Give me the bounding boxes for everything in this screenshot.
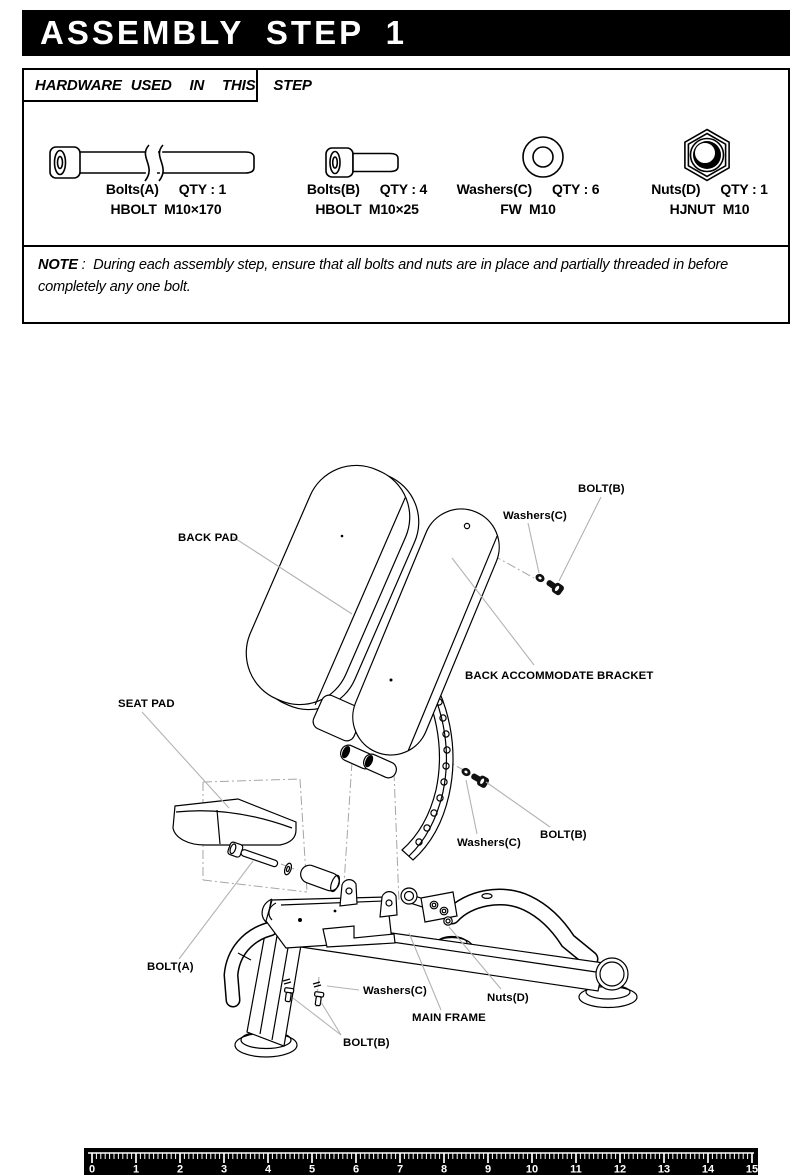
page-title: ASSEMBLY STEP 1 xyxy=(40,14,408,51)
nut-d-on-frame xyxy=(444,917,452,925)
label-bolt-b-bottom: BOLT(B) xyxy=(343,1037,390,1049)
ruler-number-3: 3 xyxy=(220,1163,228,1175)
bolt-b-label xyxy=(297,182,437,217)
ruler-number-1: 1 xyxy=(132,1163,140,1175)
ruler-number-10: 10 xyxy=(525,1163,539,1175)
small-hardware-bottom xyxy=(283,979,324,1006)
note-divider xyxy=(24,245,788,247)
long-bolt-icon xyxy=(48,144,260,182)
ruler-number-8: 8 xyxy=(440,1163,448,1175)
washer-spec: FW M10 xyxy=(500,201,556,217)
ruler-number-7: 7 xyxy=(396,1163,404,1175)
bolt-b-name: Bolts(B) xyxy=(306,181,360,197)
label-bolt-b-mid: BOLT(B) xyxy=(540,829,587,841)
ruler-number-11: 11 xyxy=(570,1163,582,1175)
washer-c-top-icon xyxy=(535,573,546,583)
label-washers-c-mid: Washers(C) xyxy=(457,837,521,849)
ruler-number-12: 12 xyxy=(613,1163,627,1175)
washer-icon xyxy=(520,134,566,180)
washer-c-mid-icon xyxy=(461,767,472,777)
nut-label xyxy=(632,182,787,217)
label-washers-c-bottom: Washers(C) xyxy=(363,985,427,997)
nut-spec: HJNUT M10 xyxy=(669,201,750,217)
hardware-box xyxy=(22,68,790,324)
washer-name: Washers(C) xyxy=(456,181,532,197)
label-bolt-a: BOLT(A) xyxy=(147,961,194,973)
spacer-tube xyxy=(298,863,342,894)
nut-name: Nuts(D) xyxy=(651,181,701,197)
hardware-box-title xyxy=(22,68,312,102)
bolt-a-qty: QTY : 1 xyxy=(178,181,227,197)
seat-pad-shape xyxy=(173,799,296,845)
nut-qty: QTY : 1 xyxy=(720,181,768,197)
ruler-number-0: 0 xyxy=(88,1163,96,1175)
label-seat-pad: SEAT PAD xyxy=(118,698,175,710)
label-washers-c-top: Washers(C) xyxy=(503,510,567,522)
nut-icon xyxy=(680,128,734,182)
bolt-b-mid-icon xyxy=(470,771,490,788)
header-bar xyxy=(22,10,790,56)
bolt-a-spec: HBOLT M10×170 xyxy=(110,201,222,217)
washer-c-on-bolt-a xyxy=(283,862,293,875)
ruler-number-14: 14 xyxy=(701,1163,715,1175)
ruler-number-2: 2 xyxy=(176,1163,184,1175)
washer-qty: QTY : 6 xyxy=(551,181,600,197)
hardware-box-title-text: HARDWARE USED IN THIS STEP xyxy=(35,76,312,94)
bolt-a-name: Bolts(A) xyxy=(105,181,159,197)
bolt-a-assembly xyxy=(227,841,342,893)
label-nuts-d: Nuts(D) xyxy=(487,992,529,1004)
ruler-number-6: 6 xyxy=(352,1163,360,1175)
ruler-number-13: 13 xyxy=(657,1163,671,1175)
bolt-b-top-icon xyxy=(545,578,565,596)
main-frame-shape xyxy=(231,880,637,1057)
bolt-a-label xyxy=(81,182,251,217)
ruler-number-9: 9 xyxy=(484,1163,492,1175)
back-pad-dot xyxy=(341,535,344,538)
label-bolt-b-top: BOLT(B) xyxy=(578,483,625,495)
note-body: During each assembly step, ensure that all bolts and nuts are in place and partially threaded in before completely any one bolt. xyxy=(38,257,729,295)
note-colon: : xyxy=(77,257,94,273)
label-back-accommodate-bracket: BACK ACCOMMODATE BRACKET xyxy=(465,670,654,682)
exploded-diagram xyxy=(0,420,810,1132)
bolt-b-qty: QTY : 4 xyxy=(379,181,428,197)
washer-label xyxy=(453,182,603,217)
ruler-bar xyxy=(84,1148,758,1175)
bolt-b-spec: HBOLT M10×25 xyxy=(315,201,419,217)
label-main-frame: MAIN FRAME xyxy=(412,1012,486,1024)
ruler-svg xyxy=(84,1148,758,1175)
ruler-number-15: 15 xyxy=(745,1163,758,1175)
note-label: NOTE xyxy=(38,257,78,273)
adjuster-bracket xyxy=(401,888,457,925)
label-back-pad: BACK PAD xyxy=(178,532,239,544)
note-text-block xyxy=(38,254,780,298)
ruler-number-4: 4 xyxy=(264,1163,272,1175)
short-bolt-icon xyxy=(324,146,402,180)
ruler-number-5: 5 xyxy=(308,1163,316,1175)
